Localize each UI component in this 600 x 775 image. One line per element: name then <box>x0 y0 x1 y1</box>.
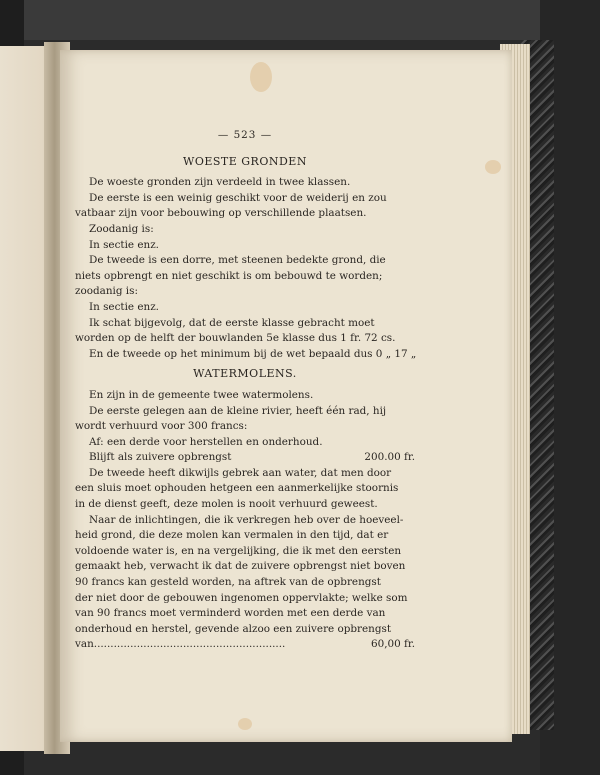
final-amount: 60,00 fr. <box>370 638 415 651</box>
text-line: Ik schat bijgevolg, dat de eerste klasse gebracht moet <box>89 316 375 329</box>
text-line: De tweede heeft dikwijls gebrek aan water, dat men door <box>89 466 392 479</box>
final-amount-row <box>75 637 415 653</box>
amount-value: 200.00 fr. <box>364 451 415 464</box>
text-line: voldoende water is, en na vergelijking, die ik met den eersten <box>75 544 402 557</box>
text-line: worden op de helft der bouwlanden 5e klasse dus 1 fr. 72 cs. <box>75 332 396 345</box>
text-line: vatbaar zijn voor bebouwing op verschillende plaatsen. <box>75 207 367 220</box>
text-line: En zijn in de gemeente twee watermolens. <box>89 388 314 401</box>
stain-mark <box>250 62 272 92</box>
background-top <box>0 0 600 40</box>
text-line: in de dienst geeft, deze molen is nooit verhuurd geweest. <box>75 498 378 511</box>
amount-label: Blijft als zuivere opbrengst <box>89 451 232 464</box>
text-line: De eerste gelegen aan de kleine rivier, heeft één rad, hij <box>89 404 387 417</box>
text-line: gemaakt heb, verwacht ik dat de zuivere opbrengst niet boven <box>75 560 406 573</box>
text-line: Naar de inlichtingen, die ik verkregen heb over de hoeveel- <box>89 513 404 526</box>
text-line: 90 francs kan gesteld worden, na aftrek van de opbrengst <box>75 576 381 589</box>
text-line: zoodanig is: <box>75 285 138 298</box>
text-line: van 90 francs moet verminderd worden met een derde van <box>75 607 386 620</box>
page-number: — 523 — <box>217 129 273 141</box>
text-line: onderhoud en herstel, gevende alzoo een zuivere opbrengst <box>75 622 392 635</box>
text-line: Af: een derde voor herstellen en onderhoud. <box>89 435 323 448</box>
text-line: een sluis moet ophouden hetgeen een aanmerkelijke stoornis <box>75 482 399 495</box>
text-line: De woeste gronden zijn verdeeld in twee klassen. <box>89 176 351 189</box>
text-line: wordt verhuurd voor 300 francs: <box>75 420 248 433</box>
section-heading-woeste-gronden: WOESTE GRONDEN <box>183 154 307 168</box>
amount-row <box>75 450 415 466</box>
section-heading-watermolens: WATERMOLENS. <box>193 367 297 381</box>
page-text <box>75 128 415 653</box>
text-line: Zoodanig is: <box>89 222 154 235</box>
text-line: De eerste is een weinig geschikt voor de weiderij en zou <box>89 191 387 204</box>
text-line: De tweede is een dorre, met steenen bedekte grond, die <box>89 254 386 267</box>
text-line: der niet door de gebouwen ingenomen oppervlakte; welke som <box>75 591 408 604</box>
text-line: niets opbrengt en niet geschikt is om bebouwd te worden; <box>75 269 383 282</box>
text-line: En de tweede op het minimum bij de wet bepaald dus 0 „ 17 „ <box>89 347 417 360</box>
stain-mark <box>485 160 501 174</box>
leader-dots: .......................................................... <box>93 638 286 651</box>
text-line: heid grond, die deze molen kan vermalen in den tijd, dat er <box>75 529 389 542</box>
stain-mark <box>238 718 252 730</box>
text-line: In sectie enz. <box>89 300 159 313</box>
text-line: In sectie enz. <box>89 238 159 251</box>
final-label: van <box>75 638 94 651</box>
